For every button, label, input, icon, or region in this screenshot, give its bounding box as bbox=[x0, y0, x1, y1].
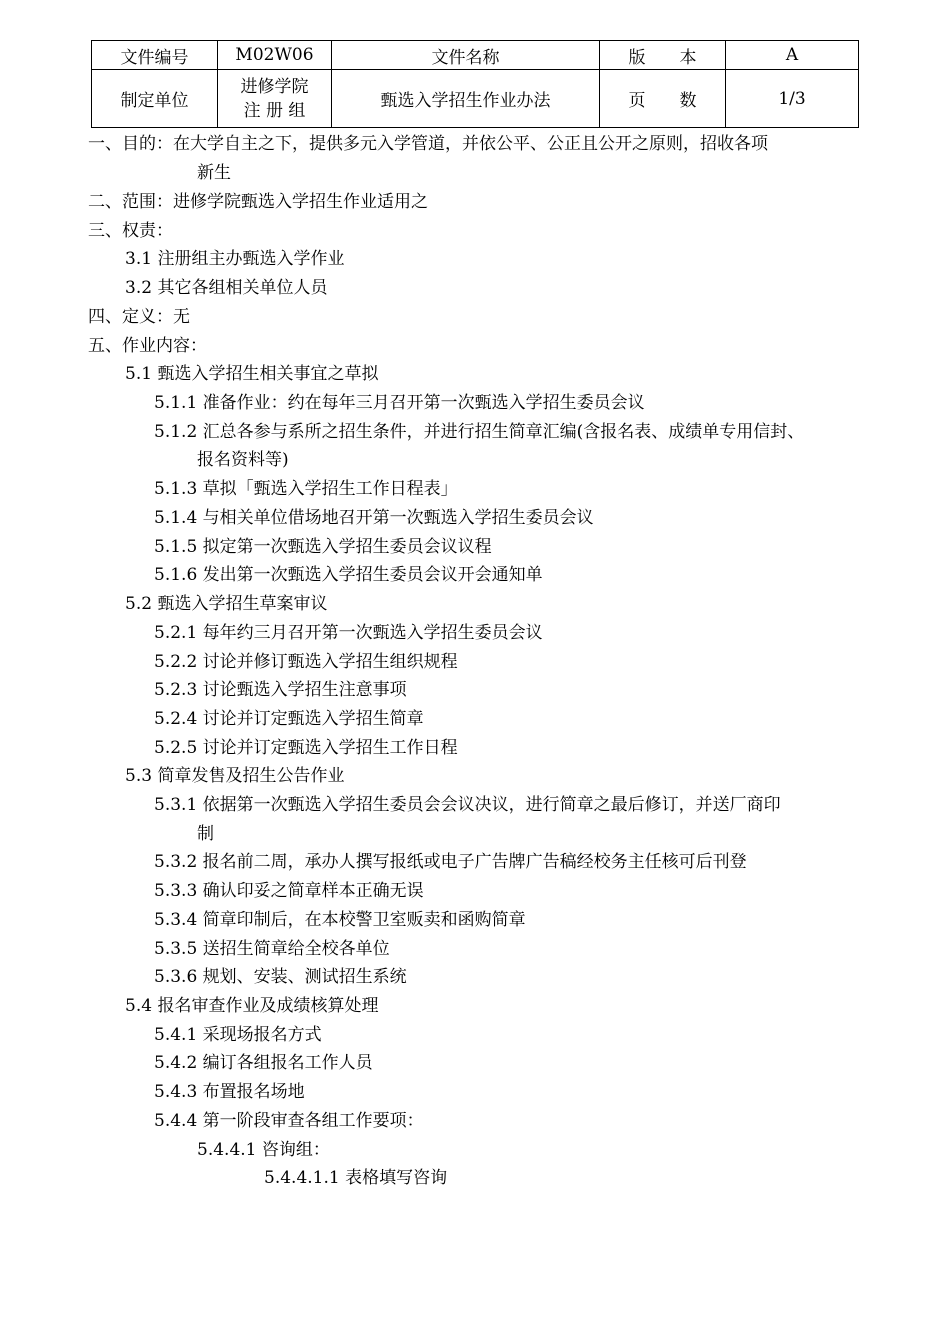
item-5-2-4: 5.2.4 讨论并订定甄选入学招生简章 bbox=[154, 709, 424, 729]
item-5-3-2: 5.3.2 报名前二周，承办人撰写报纸或电子广告牌广告稿经校务主任核可后刊登 bbox=[154, 852, 747, 872]
item-5-1: 5.1 甄选入学招生相关事宜之草拟 bbox=[125, 364, 379, 384]
pages-label: 页 数 bbox=[600, 70, 726, 128]
item-5-1-1: 5.1.1 准备作业：约在每年三月召开第一次甄选入学招生委员会议 bbox=[154, 393, 645, 413]
item-5-4-4-1-1: 5.4.4.1.1 表格填写咨询 bbox=[264, 1168, 448, 1188]
file-no-label: 文件编号 bbox=[92, 41, 218, 70]
item-5-1-5: 5.1.5 拟定第一次甄选入学招生委员会议议程 bbox=[154, 537, 492, 557]
file-name-value: 甄选入学招生作业办法 bbox=[332, 70, 600, 128]
item-5-3-4: 5.3.4 简章印制后，在本校警卫室贩卖和函购简章 bbox=[154, 910, 526, 930]
version-value: A bbox=[726, 41, 859, 70]
item-5-4-4-1: 5.4.4.1 咨询组： bbox=[197, 1140, 330, 1160]
item-5-4-2: 5.4.2 编订各组报名工作人员 bbox=[154, 1053, 373, 1073]
item-5-4: 5.4 报名审查作业及成绩核算处理 bbox=[125, 996, 379, 1016]
item-5-2-2: 5.2.2 讨论并修订甄选入学招生组织规程 bbox=[154, 652, 458, 672]
unit-line-2: 注 册 组 bbox=[243, 100, 306, 121]
file-name-label: 文件名称 bbox=[332, 41, 600, 70]
item-5-2-5: 5.2.5 讨论并订定甄选入学招生工作日程 bbox=[154, 738, 458, 758]
item-5-1-3: 5.1.3 草拟「甄选入学招生工作日程表」 bbox=[154, 479, 458, 499]
section-2-scope: 二、范围：进修学院甄选入学招生作业适用之 bbox=[88, 192, 428, 212]
item-3-2: 3.2 其它各组相关单位人员 bbox=[125, 278, 328, 298]
version-label: 版 本 bbox=[600, 41, 726, 70]
unit-label: 制定单位 bbox=[92, 70, 218, 128]
item-5-1-4: 5.1.4 与相关单位借场地召开第一次甄选入学招生委员会议 bbox=[154, 508, 594, 528]
unit-value bbox=[218, 70, 332, 128]
item-5-1-6: 5.1.6 发出第一次甄选入学招生委员会议开会通知单 bbox=[154, 565, 543, 585]
item-5-2-3: 5.2.3 讨论甄选入学招生注意事项 bbox=[154, 680, 407, 700]
document-header-table bbox=[91, 40, 859, 128]
section-1-purpose: 一、目的：在大学自主之下，提供多元入学管道，并依公平、公正且公开之原则，招收各项 bbox=[88, 134, 768, 154]
item-5-1-2-cont: 报名资料等) bbox=[197, 450, 289, 470]
item-5-1-2: 5.1.2 汇总各参与系所之招生条件，并进行招生简章汇编(含报名表、成绩单专用信封、 bbox=[154, 422, 805, 442]
item-5-3-6: 5.3.6 规划、安装、测试招生系统 bbox=[154, 967, 407, 987]
item-5-3-1: 5.3.1 依据第一次甄选入学招生委员会会议决议，进行简章之最后修订，并送厂商印 bbox=[154, 795, 781, 815]
section-1-purpose-cont: 新生 bbox=[197, 163, 231, 183]
item-5-3-5: 5.3.5 送招生简章给全校各单位 bbox=[154, 939, 390, 959]
item-5-2-1: 5.2.1 每年约三月召开第一次甄选入学招生委员会议 bbox=[154, 623, 543, 643]
item-5-2: 5.2 甄选入学招生草案审议 bbox=[125, 594, 328, 614]
item-5-4-1: 5.4.1 采现场报名方式 bbox=[154, 1025, 322, 1045]
item-5-3: 5.3 简章发售及招生公告作业 bbox=[125, 766, 345, 786]
item-5-3-3: 5.3.3 确认印妥之简章样本正确无误 bbox=[154, 881, 424, 901]
file-no-value: M02W06 bbox=[218, 41, 332, 70]
item-3-1: 3.1 注册组主办甄选入学作业 bbox=[125, 249, 345, 269]
item-5-4-3: 5.4.3 布置报名场地 bbox=[154, 1082, 305, 1102]
unit-line-1: 进修学院 bbox=[240, 76, 309, 97]
item-5-4-4: 5.4.4 第一阶段审查各组工作要项： bbox=[154, 1111, 424, 1131]
section-4-definition: 四、定义：无 bbox=[88, 307, 190, 327]
section-3-responsibility: 三、权责： bbox=[88, 221, 173, 241]
section-5-content: 五、作业内容： bbox=[88, 336, 207, 356]
item-5-3-1-cont: 制 bbox=[197, 824, 214, 844]
pages-value: 1/3 bbox=[726, 70, 859, 128]
